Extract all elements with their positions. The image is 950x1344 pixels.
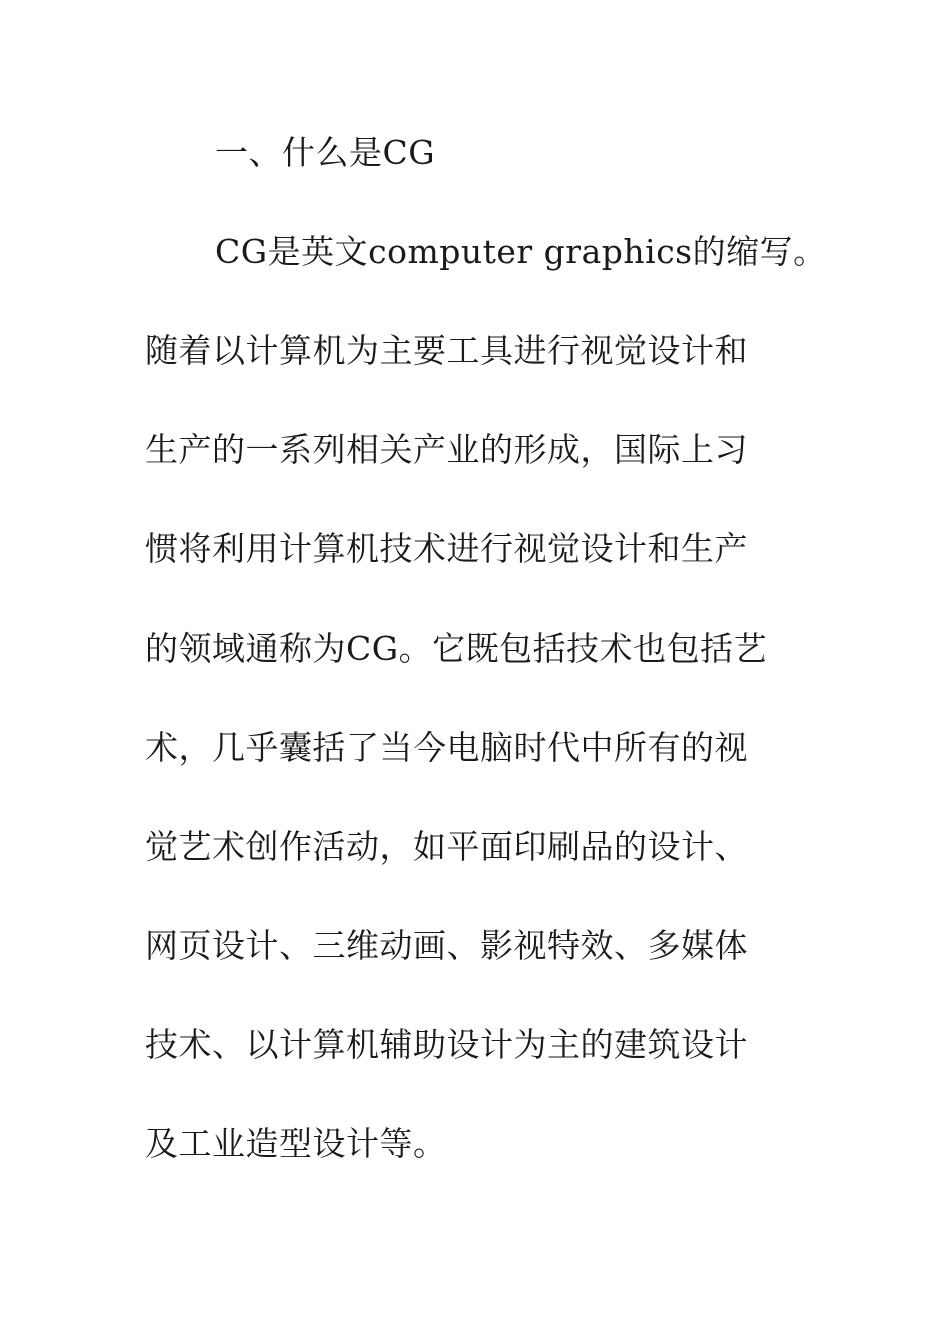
paragraph-line-6: 术，几乎囊括了当今电脑时代中所有的视 bbox=[145, 728, 748, 767]
paragraph-line-9: 技术、以计算机辅助设计为主的建筑设计 bbox=[145, 1025, 748, 1064]
paragraph-line-10: 及工业造型设计等。 bbox=[145, 1124, 447, 1163]
paragraph-line-2: 随着以计算机为主要工具进行视觉设计和 bbox=[145, 331, 748, 370]
paragraph-line-8: 网页设计、三维动画、影视特效、多媒体 bbox=[145, 926, 748, 965]
paragraph-line-3: 生产的一系列相关产业的形成，国际上习 bbox=[145, 430, 748, 469]
section-heading: 一、什么是CG bbox=[215, 133, 436, 172]
paragraph-line-7: 觉艺术创作活动，如平面印刷品的设计、 bbox=[145, 827, 748, 866]
paragraph-line-4: 惯将利用计算机技术进行视觉设计和生产 bbox=[145, 529, 748, 568]
paragraph-line-1: CG是英文computer graphics的缩写。 bbox=[215, 232, 827, 271]
paragraph-line-5: 的领域通称为CG。它既包括技术也包括艺 bbox=[145, 629, 768, 668]
